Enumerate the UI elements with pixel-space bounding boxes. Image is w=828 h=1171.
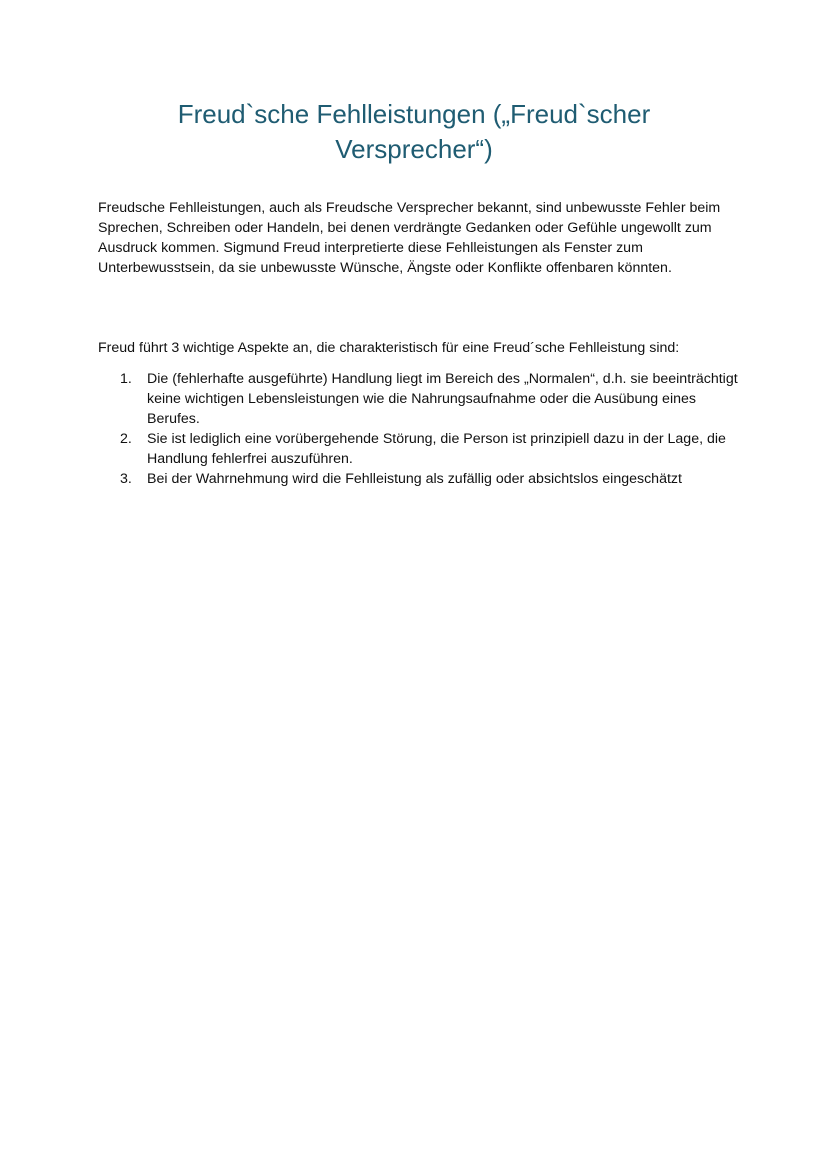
list-item-text: Die (fehlerhafte ausgeführte) Handlung liegt im Bereich des „Normalen“, d.h. sie beeinträchtigt keine wichtigen Lebensleistungen wie die Nahrungsaufnahme oder die Ausübung eines Berufes. (147, 371, 738, 427)
list-item (120, 429, 740, 469)
aspects-lead-paragraph: Freud führt 3 wichtige Aspekte an, die charakteristisch für eine Freud´sche Fehlleistung sind: (98, 340, 680, 356)
list-item (120, 369, 740, 429)
page-title: Freud`sche Fehlleistungen („Freud`scher Versprecher“) (177, 99, 651, 164)
list-item-text: Bei der Wahrnehmung wird die Fehlleistung als zufällig oder absichtslos eingeschätzt (147, 471, 682, 487)
list-item (120, 469, 740, 489)
list-item-number: 3. (120, 471, 132, 487)
list-item-text: Sie ist lediglich eine vorübergehende Störung, die Person ist prinzipiell dazu in der Lage, die Handlung fehlerfrei auszuführen. (147, 431, 726, 467)
aspects-list (120, 369, 740, 489)
list-item-number: 2. (120, 431, 132, 447)
intro-paragraph: Freudsche Fehlleistungen, auch als Freudsche Versprecher bekannt, sind unbewusste Fehler beim Sprechen, Schreiben oder Handeln, bei denen verdrängte Gedanken oder Gefühle ungewollt zum Ausdruck kommen. Sigmund Freud interpretierte diese Fehlleistungen als Fenster zum Unterbewusstsein, da sie unbewusste Wünsche, Ängste oder Konflikte offenbaren könnten. (98, 200, 721, 276)
list-item-number: 1. (120, 371, 132, 387)
